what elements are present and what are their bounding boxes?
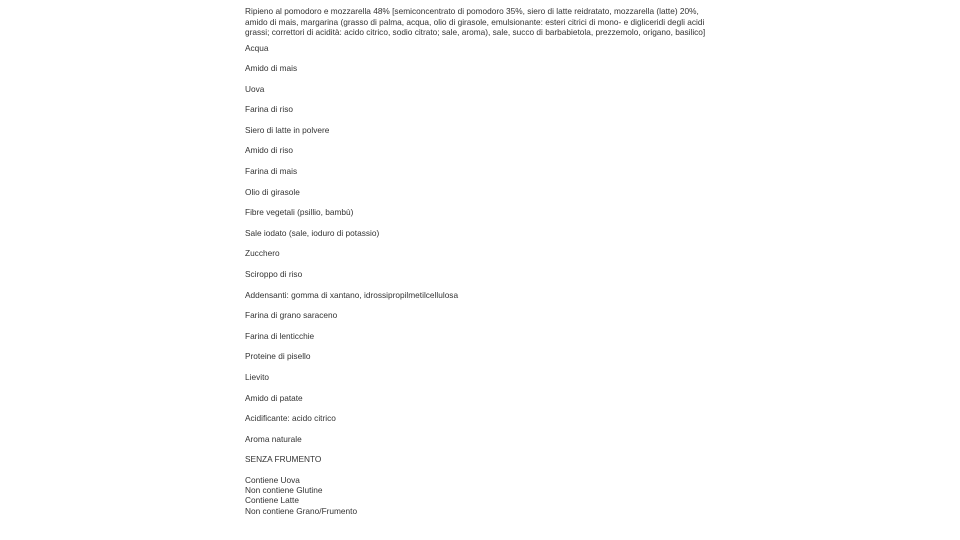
allergen-statement: Contiene Uova: [245, 474, 300, 485]
ingredient-item: Lievito: [245, 372, 269, 382]
ingredient-item: Acqua: [245, 42, 269, 53]
ingredient-item: Addensanti: gomma di xantano, idrossipropilmetilcellulosa: [245, 289, 459, 300]
ingredient-item: Uova: [245, 83, 265, 94]
wheat-free-label: SENZA FRUMENTO: [245, 454, 322, 465]
ingredient-item: Proteine di pisello: [245, 351, 311, 362]
allergen-list: [245, 475, 723, 516]
ingredient-item: Farina di mais: [245, 166, 298, 177]
ingredient-item: Sale iodato (sale, ioduro di potassio): [245, 227, 380, 238]
allergen-statement: Non contiene Glutine: [245, 485, 323, 496]
ingredient-item: Farina di grano saraceno: [245, 310, 338, 321]
ingredient-item: Farina di lenticchie: [245, 330, 315, 341]
ingredient-item: Siero di latte in polvere: [245, 124, 330, 135]
ingredient-item: Fibre vegetali (psillio, bambù): [245, 207, 354, 218]
ingredients-panel: [245, 6, 723, 516]
ingredient-list: [245, 43, 723, 465]
ingredient-item: Aroma naturale: [245, 433, 302, 444]
ingredient-item: Acidificante: acido citrico: [245, 413, 336, 424]
ingredient-item: Amido di riso: [245, 145, 293, 156]
allergen-statement: Contiene Latte: [245, 495, 299, 506]
allergen-statement: Non contiene Grano/Frumento: [245, 505, 358, 516]
filling-description: Ripieno al pomodoro e mozzarella 48% [semiconcentrato di pomodoro 35%, siero di latte reidratato, mozzarella (latte) 20%, amido di mais, margarina (grasso di palma, acqua, olio di girasole, emulsionante: esteri citrici di mono- e digliceridi degli acidi grassi; correttori di acidità: acido citrico, sodio citrato; sale, aroma), sale, succo di barbabietola, prezzemolo, origano, basilico]: [245, 6, 706, 37]
ingredient-item: Amido di patate: [245, 392, 303, 403]
ingredient-item: Farina di riso: [245, 104, 293, 115]
ingredient-item: Zucchero: [245, 248, 280, 259]
ingredient-item: Amido di mais: [245, 63, 298, 74]
ingredient-item: Sciroppo di riso: [245, 269, 303, 280]
ingredient-item: Olio di girasole: [245, 186, 300, 197]
